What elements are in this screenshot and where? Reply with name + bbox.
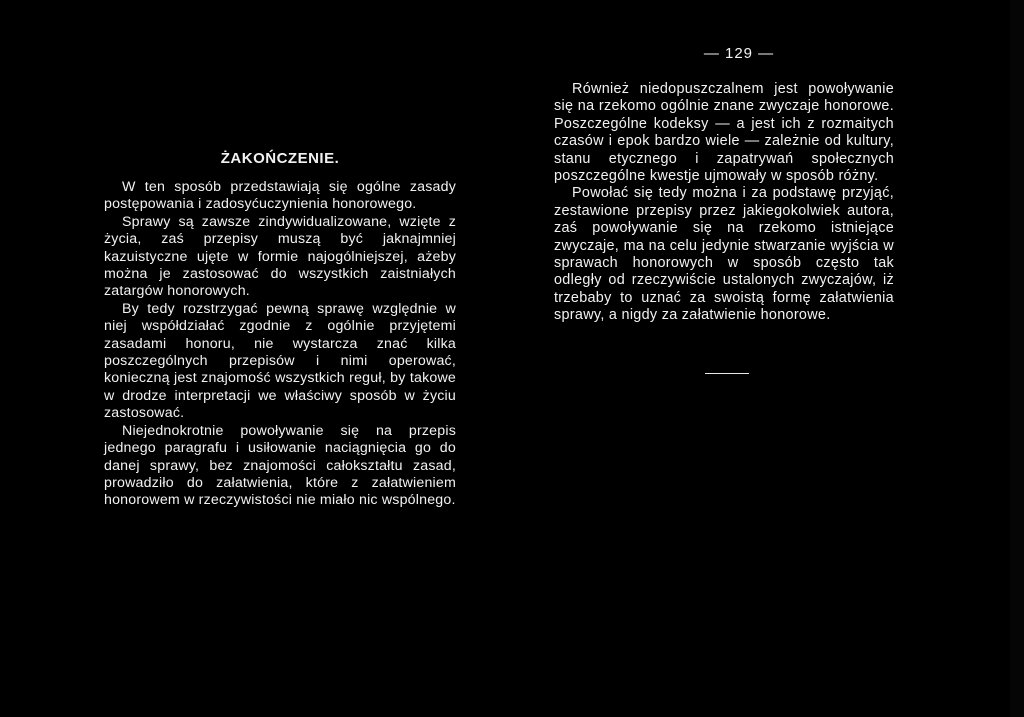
paragraph: Niejednokrotnie powoływanie się na przepis jednego paragrafu i usiłowanie naciągnięcia go do danej sprawy, bez znajomości całokształtu zasad, prowadziło do załatwienia, które z załatwieniem honorowem w rzeczywistości nie miało nic wspólnego. — [104, 422, 456, 509]
paragraph: By tedy rozstrzygać pewną sprawę względnie w niej współdziałać zgodnie z ogólnie przyjętemi zasadami honoru, nie wystarcza znać kilka poszczególnych przepisów i nimi operować, konieczną jest znajomość wszystkich reguł, by takowe w drodze interpretacji we właściwy sposób w życiu zastosować. — [104, 300, 456, 422]
paragraph: Sprawy są zawsze zindywidualizowane, wzięte z życia, zaś przepisy muszą być jaknajmniej kazuistyczne ujęte w formie najogólniejszej, ażeby można je zastosować do wszystkich zaistniałych zatargów honorowych. — [104, 213, 456, 300]
paragraph: W ten sposób przedstawiają się ogólne zasady postępowania i zadosyćuczynienia honorowego. — [104, 179, 456, 213]
right-page — [554, 45, 894, 374]
page-number: — 129 — — [703, 45, 775, 62]
chapter-title: ŻAKOŃCZENIE. — [220, 150, 340, 167]
paragraph: Powołać się tedy można i za podstawę przyjąć, zestawione przepisy przez jakiegokolwiek autora, zaś powoływanie się na rzekomo istniejące zwyczaje, ma na celu jedynie stwarzanie wyjścia w sprawach honorowych w sposób często tak odległy od rzeczywiście ustalonych zwyczajów, iż trzebaby to uznać za swoistą formę załatwienia sprawy, a nigdy za załatwienie honorowe. — [554, 185, 894, 324]
end-rule — [705, 373, 749, 374]
left-page — [104, 150, 456, 510]
paragraph: Również niedopuszczalnem jest powoływanie się na rzekomo ogólnie znane zwyczaje honorowe. Poszczególne kodeksy — a jest ich z rozmaitych czasów i epok bardzo wiele — zależnie od kultury, stanu etycznego i zapatrywań społecznych poszczególne kwestje ujmowały w sposób różny. — [554, 81, 894, 185]
page-edge — [1010, 0, 1024, 717]
